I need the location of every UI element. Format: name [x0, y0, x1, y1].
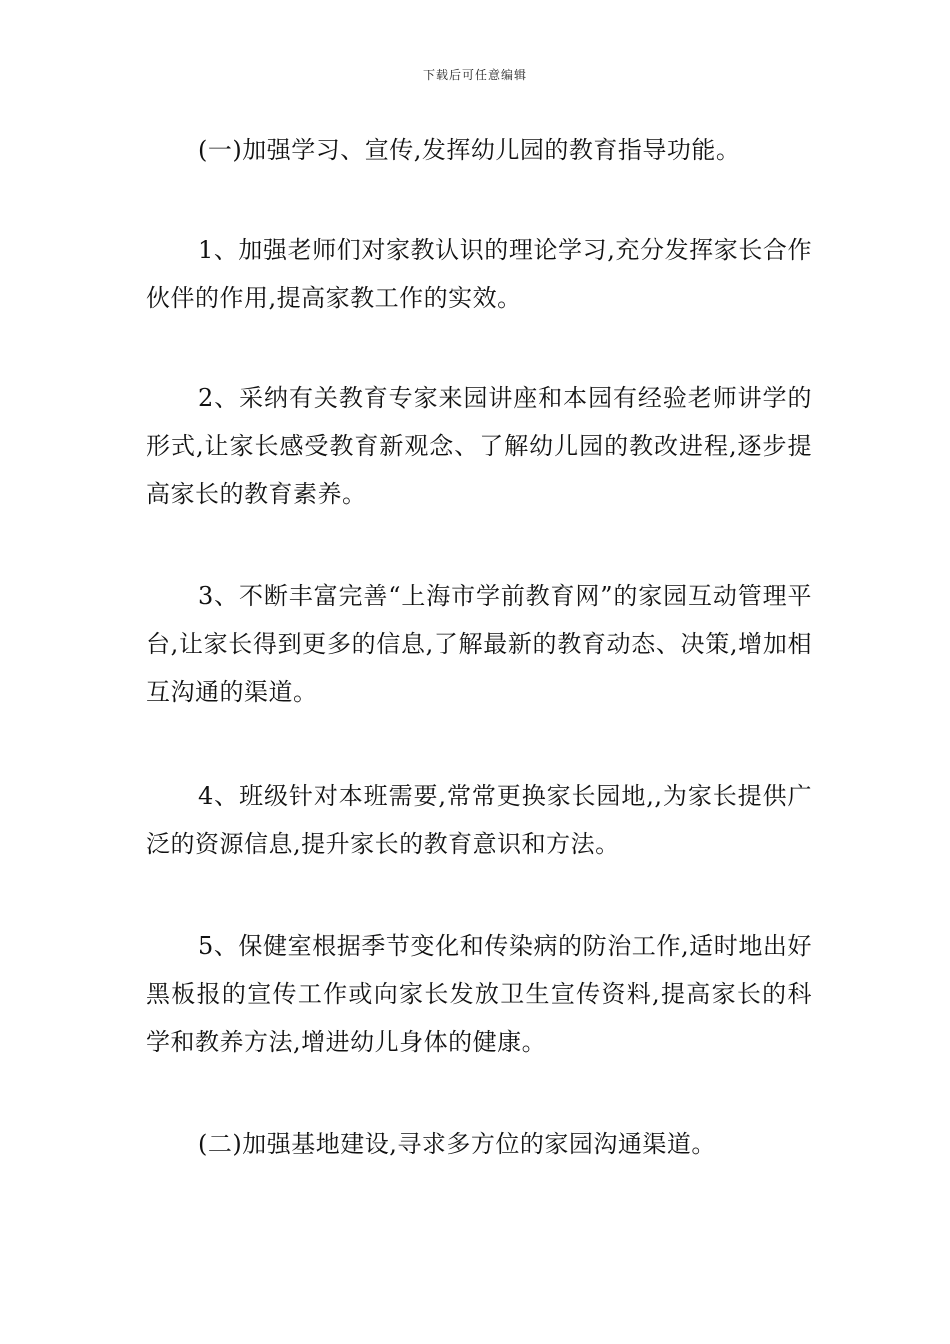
paragraph-5: 5、保健室根据季节变化和传染病的防治工作,适时地出好黑板报的宣传工作或向家长发放卫生宣传资料,提高家长的科学和教养方法,增进幼儿身体的健康。: [146, 932, 812, 1056]
paragraph-3: 3、不断丰富完善“上海市学前教育网”的家园互动管理平台,让家长得到更多的信息,了解最新的教育动态、决策,增加相互沟通的渠道。: [146, 582, 812, 706]
section-heading-1: (一)加强学习、宣传,发挥幼儿园的教育指导功能。: [198, 136, 741, 164]
page-header: 下载后可任意编辑: [422, 68, 527, 82]
section-heading-2: (二)加强基地建设,寻求多方位的家园沟通渠道。: [198, 1130, 716, 1158]
paragraph-2: 2、采纳有关教育专家来园讲座和本园有经验老师讲学的形式,让家长感受教育新观念、了解幼儿园的教改进程,逐步提高家长的教育素养。: [146, 384, 812, 508]
paragraph-1: 1、加强老师们对家教认识的理论学习,充分发挥家长合作伙伴的作用,提高家教工作的实效。: [146, 236, 812, 312]
paragraph-4: 4、班级针对本班需要,常常更换家长园地,,为家长提供广泛的资源信息,提升家长的教育意识和方法。: [146, 782, 812, 858]
